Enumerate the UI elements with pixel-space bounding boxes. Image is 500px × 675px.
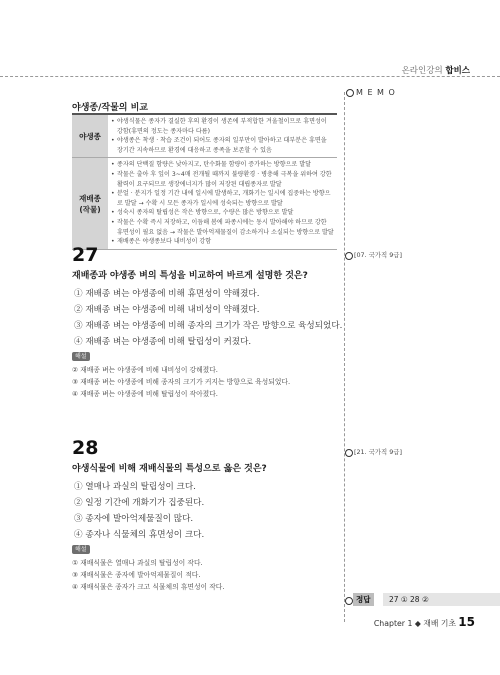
row-label-wild: 야생종 bbox=[72, 115, 108, 158]
memo-label: M E M O bbox=[356, 88, 396, 97]
explanation-line: ④ 재배종 벼는 야생종에 비해 탈립성이 작아졌다. bbox=[72, 390, 218, 398]
answer-option[interactable]: ④ 재배종 벼는 야생종에 비해 탈립성이 커졌다. bbox=[74, 337, 252, 347]
answer-label: 정답 bbox=[353, 593, 374, 606]
explanation-line: ③ 재배종 벼는 야생종에 비해 종자의 크기가 커지는 방향으로 육성되었다. bbox=[72, 378, 291, 386]
list-item: • 야생종은 착생 · 착습 조건이 되어도 종자의 일부만이 발아하고 대부분은 휴면을 장기간 지속하므로 환경에 대응하고 종족을 보존할 수 있음 bbox=[111, 136, 334, 155]
answer-option[interactable]: ④ 종자나 식물체의 휴면성이 크다. bbox=[74, 530, 205, 540]
page-number: 15 bbox=[458, 615, 475, 629]
chapter-footer: Chapter 1 ◆ 재배 기초 bbox=[373, 619, 456, 628]
answer-bullet-icon bbox=[345, 597, 353, 605]
list-item: • 야생식물은 종자가 결실한 후의 환경이 생존에 부적합한 겨울철이므로 휴면성이 강함(휴면의 정도는 종자마다 다름) bbox=[111, 117, 334, 136]
comparison-table bbox=[72, 115, 337, 250]
explanation-line: ① 재배식물은 열매나 과실의 탈립성이 작다. bbox=[72, 559, 203, 567]
answer-option[interactable]: ① 재배종 벼는 야생종에 비해 휴면성이 약해졌다. bbox=[74, 289, 260, 299]
row-content-cultivated bbox=[108, 158, 337, 249]
answer-option[interactable]: ② 재배종 벼는 야생종에 비해 내비성이 약해졌다. bbox=[74, 305, 260, 315]
row-label-cultivated: 재배종 (작물) bbox=[72, 158, 108, 249]
question-text: 재배종과 야생종 벼의 특성을 비교하여 바르게 설명한 것은? bbox=[72, 271, 308, 281]
answer-option[interactable]: ③ 재배종 벼는 야생종에 비해 종자의 크기가 작은 방향으로 육성되었다. bbox=[74, 321, 343, 331]
source-bullet-icon bbox=[345, 449, 353, 457]
list-item: • 작물은 수확 즉시 저장하고, 이듬해 봄에 파종시에는 동시 발아해야 하므로 강한 휴면성이 필요 없음 → 작물은 발아억제물질이 감소하거나 소실되는 방향으로 발달 bbox=[111, 218, 334, 237]
table-row bbox=[72, 158, 337, 249]
question-number: 27 bbox=[72, 244, 99, 266]
question-source: [21. 국가직 9급] bbox=[354, 448, 402, 456]
answer-option[interactable]: ① 열매나 과실의 탈립성이 크다. bbox=[74, 482, 196, 492]
source-bullet-icon bbox=[345, 252, 353, 260]
explanation-line: ③ 재배식물은 종자에 발아억제물질이 적다. bbox=[72, 571, 201, 579]
question-number: 28 bbox=[72, 437, 99, 459]
answer-option[interactable]: ② 일정 기간에 개화기가 집중된다. bbox=[74, 498, 205, 508]
list-item: • 성숙시 종자의 탈립성은 작은 방향으로, 수량은 많은 방향으로 발달 bbox=[111, 208, 334, 218]
list-item: • 분얼 · 분지가 일정 기간 내에 일시에 발생하고, 개화기는 일시에 집중하는 방향으로 발달 → 수확 시 모든 종자가 일시에 성숙되는 방향으로 발달 bbox=[111, 189, 334, 208]
explanation-line: ④ 재배식물은 종자가 크고 식물체의 휴면성이 작다. bbox=[72, 583, 225, 591]
explanation-badge: 해설 bbox=[72, 545, 90, 554]
explanation-badge: 해설 bbox=[72, 352, 90, 361]
header-title: 온라인강의 합비스 bbox=[401, 66, 470, 76]
memo-column-divider bbox=[344, 92, 345, 622]
list-item: • 작물은 출아 후 잎이 3~4매 전개될 때까지 불량환경 · 병충해 극복을 위하여 강한 활력이 요구되므로 생장에너지가 많이 저장된 대립종자로 발달 bbox=[111, 170, 334, 189]
list-item: • 종자의 단백질 함량은 낮아지고, 탄수화물 함량이 증가하는 방향으로 발달 bbox=[111, 160, 334, 170]
question-source: [07. 국가직 9급] bbox=[354, 251, 402, 259]
list-item: • 재배종은 야생종보다 내비성이 강함 bbox=[111, 237, 334, 247]
answer-value: 27 ① 28 ② bbox=[389, 595, 429, 604]
explanation-line: ② 재배종 벼는 야생종에 비해 내비성이 강해졌다. bbox=[72, 366, 218, 374]
table-row bbox=[72, 115, 337, 158]
row-content-wild bbox=[108, 115, 337, 158]
memo-bullet-icon bbox=[346, 89, 354, 97]
question-text: 야생식물에 비해 재배식물의 특성으로 옳은 것은? bbox=[72, 464, 267, 474]
answer-option[interactable]: ③ 종자에 발아억제물질이 많다. bbox=[74, 514, 194, 524]
header-divider bbox=[0, 76, 500, 77]
brand-name: 합비스 bbox=[445, 66, 470, 76]
comparison-title: 야생종/작물의 비교 bbox=[72, 103, 148, 113]
